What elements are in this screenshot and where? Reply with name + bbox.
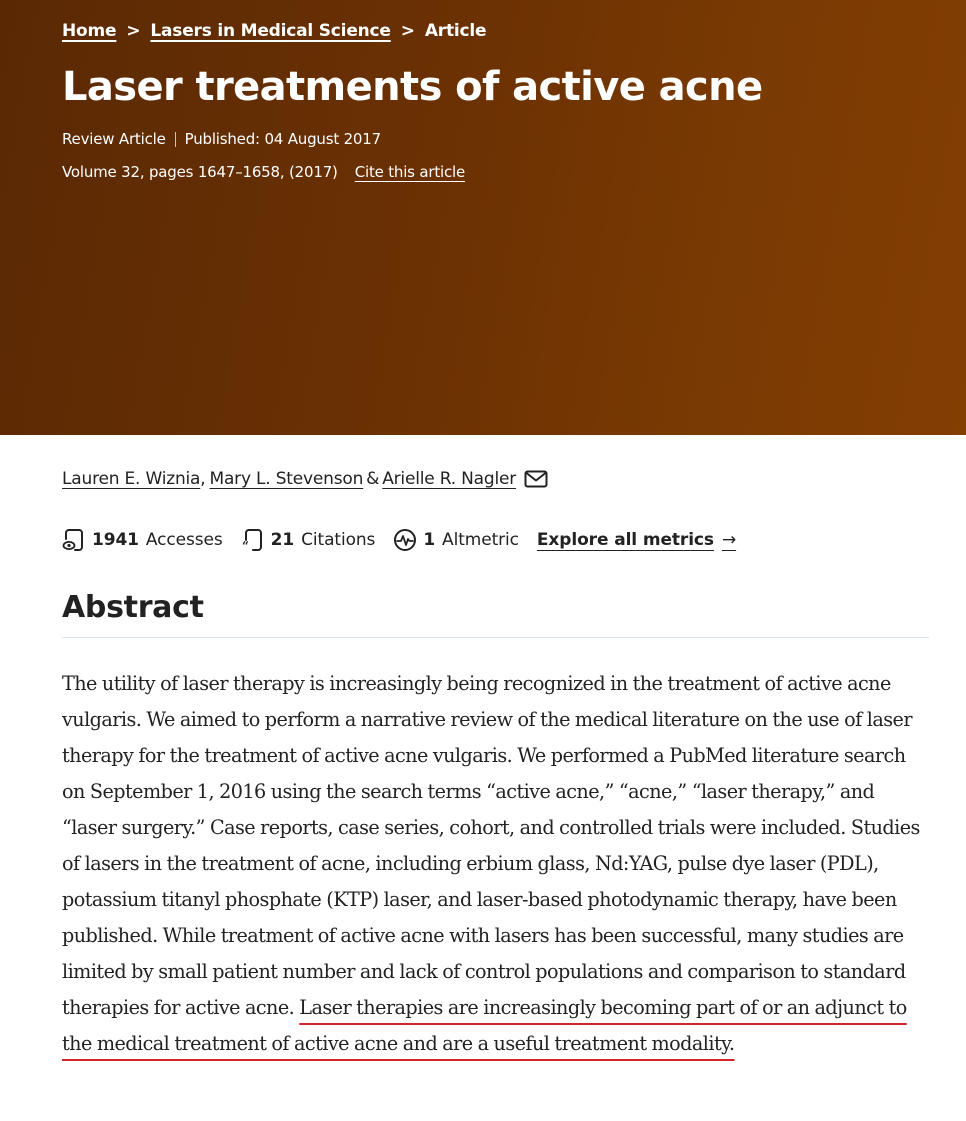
breadcrumb <box>62 21 486 41</box>
explore-metrics-label: Explore all metrics <box>536 530 714 550</box>
author-list <box>62 469 548 489</box>
citations-count: 21 <box>270 530 295 550</box>
page-title: Laser treatments of active acne <box>62 64 763 110</box>
volume-pages: Volume 32, pages 1647–1658, (2017) <box>62 163 338 181</box>
article-header <box>0 0 966 435</box>
meta-divider <box>175 132 176 147</box>
breadcrumb-chevron-icon: > <box>126 21 141 41</box>
abstract-heading: Abstract <box>62 590 204 625</box>
article-citation-line <box>62 163 465 181</box>
accesses-label: Accesses <box>145 530 223 550</box>
accesses-metric <box>62 528 223 552</box>
svg-text:“: “ <box>241 539 249 552</box>
citations-metric <box>241 528 376 552</box>
article-meta <box>62 130 381 148</box>
author-link[interactable]: Mary L. Stevenson <box>209 469 364 489</box>
abstract-text <box>62 666 932 1062</box>
published-date: Published: 04 August 2017 <box>184 130 381 148</box>
author-separator: & <box>366 469 380 489</box>
envelope-icon[interactable] <box>524 470 548 488</box>
quote-document-icon <box>241 528 265 552</box>
pulse-circle-icon <box>393 528 417 552</box>
breadcrumb-journal-link[interactable]: Lasers in Medical Science <box>150 21 391 41</box>
author-link[interactable]: Arielle R. Nagler <box>382 469 517 489</box>
breadcrumb-current: Article <box>424 21 487 41</box>
altmetric-metric <box>393 528 519 552</box>
abstract-body-text: The utility of laser therapy is increasingly being recognized in the treatment of active acne vulgaris. We aimed to perform a narrative review of the medical literature on the use of laser therapy for the treatment of active acne vulgaris. We performed a PubMed literature search on September 1, 2016 using the search terms “active acne,” “acne,” “laser therapy,” and “laser surgery.” Case reports, case series, cohort, and controlled trials were included. Studies of lasers in the treatment of acne, including erbium glass, Nd:YAG, pulse dye laser (PDL), potassium titanyl phosphate (KTP) laser, and laser-based photodynamic therapy, have been published. While treatment of active acne with lasers has been successful, many studies are limited by small patient number and lack of control populations and comparison to standard therapies for active acne. <box>62 672 920 1019</box>
breadcrumb-home-link[interactable]: Home <box>62 21 117 41</box>
author-link[interactable]: Lauren E. Wiznia <box>62 469 201 489</box>
altmetric-label: Altmetric <box>442 530 519 550</box>
section-divider <box>62 637 929 638</box>
abstract-highlighted-conclusion: Laser therapies are increasingly becoming part of or an adjunct to the medical treatment of active acne and are a useful treatment modality. <box>62 996 907 1055</box>
arrow-right-icon: → <box>721 530 737 550</box>
breadcrumb-chevron-icon: > <box>400 21 415 41</box>
citations-label: Citations <box>301 530 376 550</box>
altmetric-count: 1 <box>423 530 436 550</box>
accesses-count: 1941 <box>92 530 139 550</box>
article-metrics <box>62 528 736 552</box>
cite-this-article-link[interactable]: Cite this article <box>354 163 466 181</box>
explore-metrics-link[interactable] <box>537 530 736 550</box>
article-type: Review Article <box>62 130 166 148</box>
author-separator: , <box>200 469 206 489</box>
eye-document-icon <box>62 528 86 552</box>
